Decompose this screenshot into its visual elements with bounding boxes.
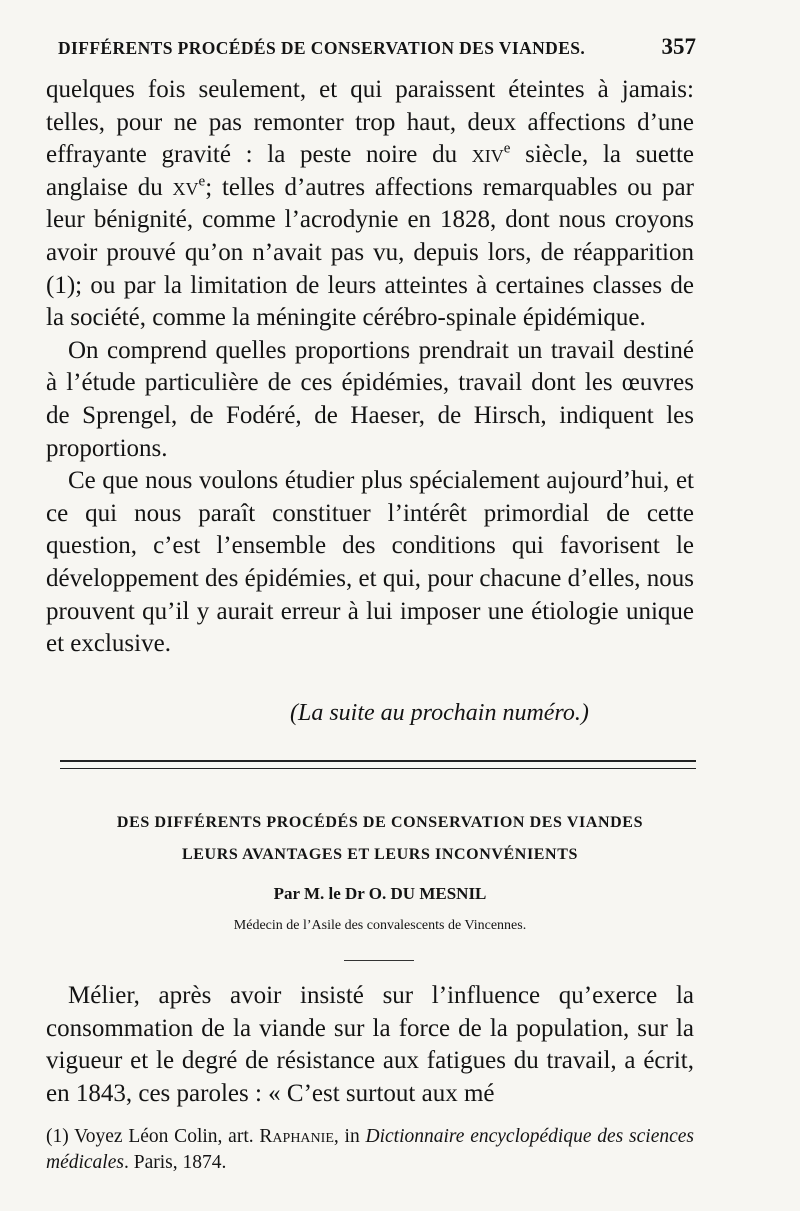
- paragraph-3: Ce que nous voulons étudier plus spécialement aujourd’hui, et ce qui nous paraît constituer l’intérêt primordial de cette question, c’est l’ensemble des conditions qui favorisent le développement des épidémies, et qui, pour chacune d’elles, nous prouvent qu’il y aurait erreur à lui imposer une étiologie unique et exclusive.: [46, 467, 694, 658]
- article-title-line-2: LEURS AVANTAGES ET LEURS INCONVÉNIENTS: [182, 846, 578, 863]
- paragraph-2: On comprend quelles proportions prendrait un travail destiné à l’étude particulière de ces épidémies, travail dont les œuvres de Sprengel, de Fodéré, de Haeser, de Hirsch, indiquent les proportions.: [46, 336, 694, 462]
- continued-section: [46, 74, 694, 661]
- article-author: Par M. le Dr O. DU MESNIL: [273, 884, 487, 903]
- article-paragraph-1: Mélier, après avoir insisté sur l’influence qu’exerce la consommation de la viande sur la force de la population, sur la vigueur et le degré de résistance aux fatigues du travail, a écrit, en 1843, ces paroles : « C’est surtout aux mé: [46, 982, 694, 1107]
- author-affiliation: Médecin de l’Asile des convalescents de Vincennes.: [233, 918, 527, 933]
- to-be-continued-note: (La suite au prochain numéro.): [290, 700, 589, 726]
- article-title-line-1: DES DIFFÉRENTS PROCÉDÉS DE CONSERVATION DES VIANDES: [116, 814, 644, 831]
- running-head: DIFFÉRENTS PROCÉDÉS DE CONSERVATION DES VIANDES.: [58, 38, 586, 58]
- short-separator: [344, 960, 414, 961]
- page-number: 357: [661, 34, 696, 59]
- paragraph-1: quelques fois seulement, et qui paraissent éteintes à jamais: telles, pour ne pas remonter trop haut, deux affections d’une effrayante gravité : la peste noire du xiv$^e$ siècle, la suette anglaise du $xv^e$; telles d’autres affections remarquables ou par leur bénignité, comme l’acrodynie en 1828, dont nous croyons avoir prouvé qu’on n’avait pas vu, depuis lors, de réapparition (1); ou par la limitation de leurs atteintes à certaines classes de la société, comme la méningite cérébro-spinale épidémique.: [46, 76, 694, 332]
- section-rule-thick: [60, 760, 696, 762]
- article-body: [46, 980, 694, 1110]
- section-rule-thin: [60, 768, 696, 769]
- footnote: (1) Voyez Léon Colin, art. Raphanie, in Dictionnaire encyclopédique des sciences médicales. Paris, 1874.: [46, 1126, 695, 1173]
